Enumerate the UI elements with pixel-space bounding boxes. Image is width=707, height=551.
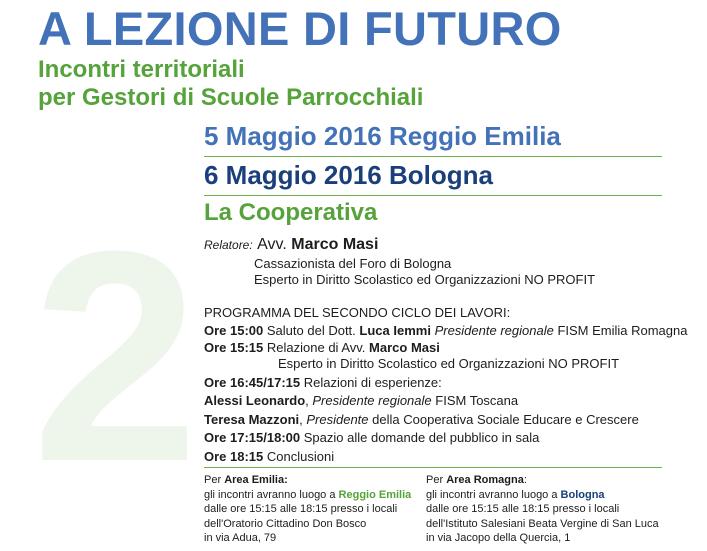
- divider-2: [204, 195, 662, 196]
- speaker-title: Avv.: [257, 236, 287, 253]
- program-row-4: Alessi Leonardo, Presidente regionale FISM Toscana: [204, 393, 519, 408]
- speaker-description-2: Esperto in Diritto Scolastico ed Organizzazioni NO PROFIT: [254, 272, 596, 287]
- program-role: Presidente regionale: [312, 393, 432, 408]
- program-person: Alessi Leonardo: [204, 393, 306, 408]
- program-text: FISM Toscana: [435, 393, 519, 408]
- program-text: Spazio alle domande del pubblico in sala: [303, 430, 540, 445]
- speaker-name: Marco Masi: [291, 236, 379, 253]
- program-role: Presidente: [306, 412, 369, 427]
- program-text: Relazioni di esperienze:: [303, 375, 442, 390]
- program-row-2-detail: Esperto in Diritto Scolastico ed Organizzazioni NO PROFIT: [278, 356, 620, 371]
- program-text: Relazione di Avv.: [266, 340, 366, 355]
- area-label: Area Emilia:: [224, 474, 288, 486]
- program-text: FISM Emilia Romagna: [557, 323, 688, 338]
- program-time: Ore 16:45/17:15: [204, 375, 301, 390]
- program-time: Ore 18:15: [204, 449, 264, 464]
- topic-heading: La Cooperativa: [204, 199, 378, 226]
- program-role: Presidente regionale: [434, 323, 554, 338]
- program-person: Marco Masi: [369, 340, 440, 355]
- page-title: A LEZIONE DI FUTURO: [38, 2, 562, 55]
- speaker-description-1: Cassazionista del Foro di Bologna: [254, 256, 452, 271]
- date-reggio-emilia: 5 Maggio 2016 Reggio Emilia: [204, 121, 561, 151]
- program-row-7: [204, 449, 334, 465]
- program-time: Ore 15:15: [204, 340, 264, 355]
- speaker-label: Relatore:: [204, 238, 253, 252]
- program-text: della Cooperativa Sociale Educare e Crescere: [372, 412, 639, 427]
- program-row-5: Teresa Mazzoni, Presidente della Cooperativa Sociale Educare e Crescere: [204, 412, 639, 427]
- program-person: Luca Iemmi: [359, 323, 431, 338]
- divider-3: [204, 467, 662, 468]
- program-person: Teresa Mazzoni: [204, 412, 300, 427]
- subtitle-line-1: Incontri territoriali: [38, 56, 245, 83]
- program-row-3: [204, 375, 442, 391]
- program-row-1: [204, 323, 687, 339]
- date-bologna: 6 Maggio 2016 Bologna: [204, 160, 493, 190]
- area-emilia-info: Per Area Emilia: gli incontri avranno luogo a Reggio Emilia dalle ore 15:15 alle 18:15 presso i locali dell'Oratorio Cittadino Don Bosco in via Adua, 79: [204, 474, 412, 545]
- program-row-2: [204, 340, 440, 356]
- city-name: Bologna: [560, 488, 605, 501]
- speaker-line: [204, 236, 378, 254]
- divider-1: [204, 156, 662, 157]
- big-number-watermark: 2: [32, 188, 199, 524]
- area-romagna-info: Per Area Romagna: gli incontri avranno luogo a Bologna dalle ore 15:15 alle 18:15 presso i locali dell'Istituto Salesiani Beata Vergine di San Luca in via Jacopo della Quercia, 1: [426, 474, 659, 545]
- program-row-6: [204, 430, 539, 446]
- program-text: Saluto del Dott.: [266, 323, 356, 338]
- program-time: Ore 15:00: [204, 323, 264, 338]
- program-heading: PROGRAMMA DEL SECONDO CICLO DEI LAVORI:: [204, 305, 511, 320]
- subtitle-line-2: per Gestori di Scuole Parrocchiali: [38, 84, 424, 111]
- area-label: Area Romagna: [446, 474, 524, 486]
- program-text: Conclusioni: [266, 449, 335, 464]
- program-time: Ore 17:15/18:00: [204, 430, 301, 445]
- city-name: Reggio Emilia: [338, 488, 412, 501]
